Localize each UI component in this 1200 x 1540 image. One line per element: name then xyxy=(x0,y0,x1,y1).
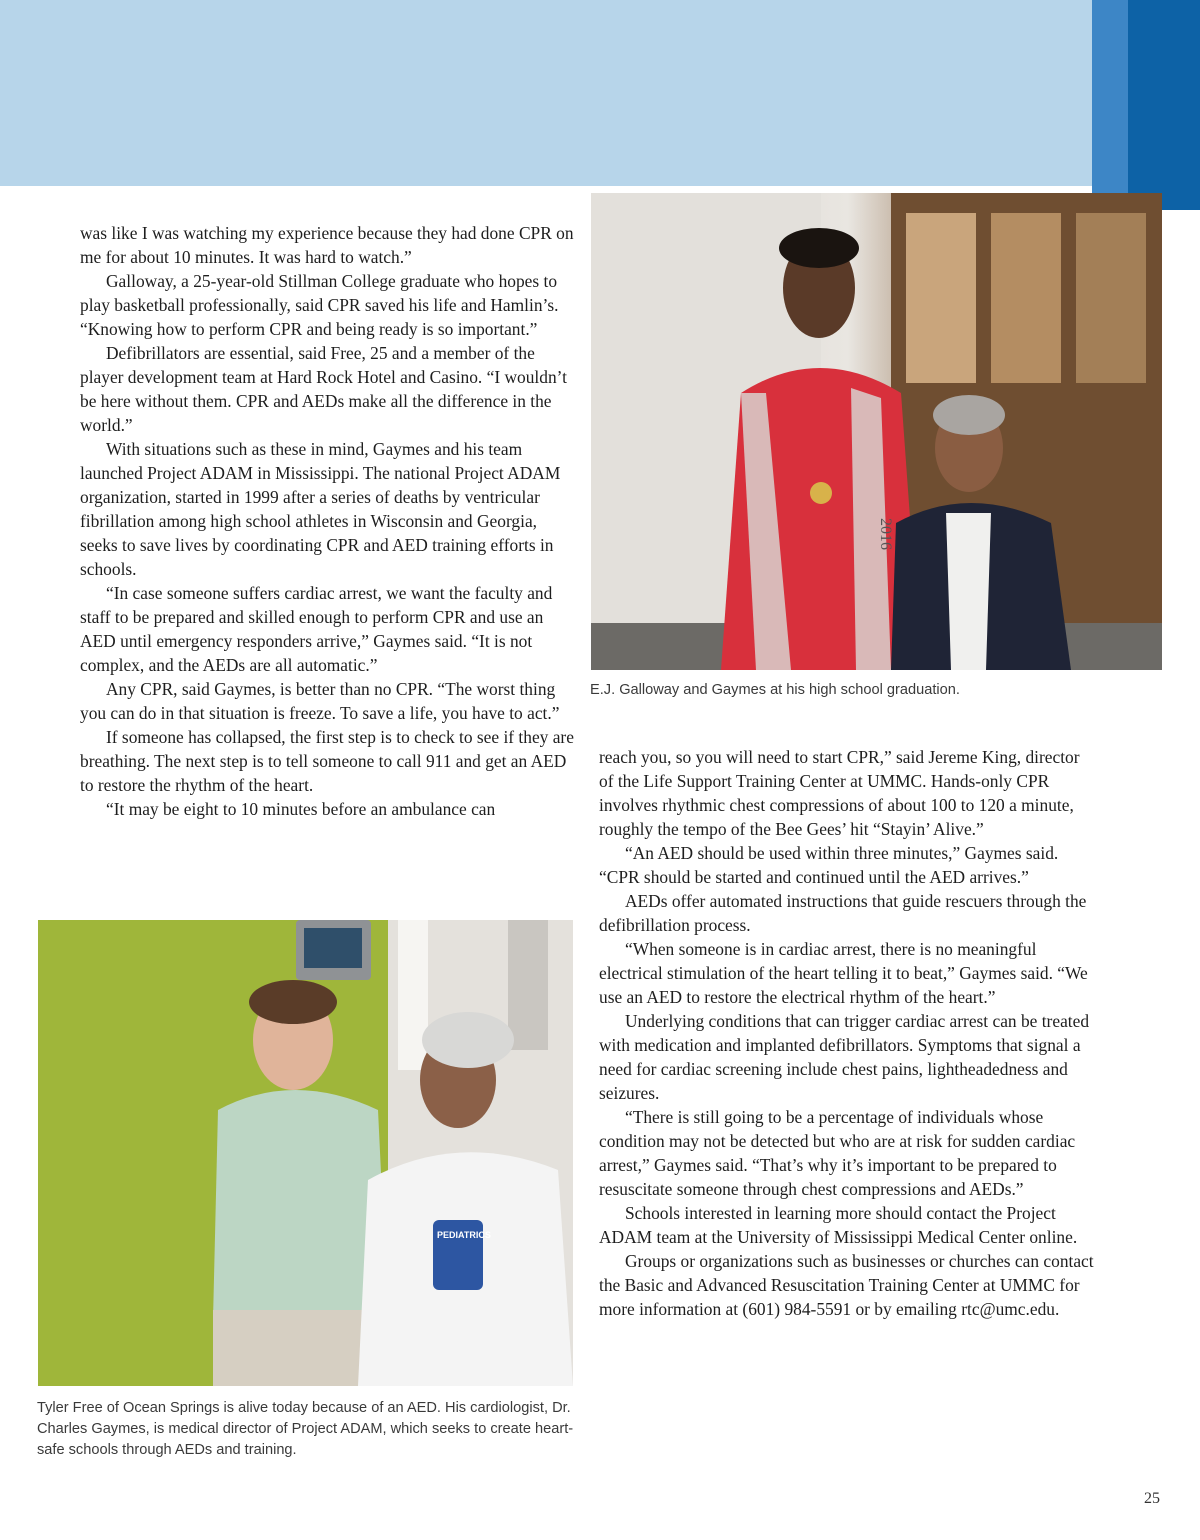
paragraph: “There is still going to be a percentage of individuals whose condition may not be detected but who are at risk for sudden cardiac arrest,” Gaymes said. “That’s why it’s important to be prepared to resuscitate someone through chest compressions and AEDs.” xyxy=(599,1107,1076,1199)
paragraph: With situations such as these in mind, Gaymes and his team launched Project ADAM in Mississippi. The national Project ADAM organization, started in 1999 after a series of deaths by ventricular fibrillation among high school athletes in Wisconsin and Georgia, seeks to save lives by coordinating CPR and AED training efforts in schools. xyxy=(80,439,561,579)
graduation-photo-caption: E.J. Galloway and Gaymes at his high school graduation. xyxy=(590,682,960,698)
section-tab-light xyxy=(1092,0,1130,198)
coat-patch-text: PEDIATRICS xyxy=(437,1230,491,1240)
section-tab-dark xyxy=(1128,0,1200,210)
paragraph: Any CPR, said Gaymes, is better than no CPR. “The worst thing you can do in that situation is freeze. To save a life, you have to act.” xyxy=(80,679,560,723)
paragraph: reach you, so you will need to start CPR,” said Jereme King, director of the Life Support Training Center at UMMC. Hands-only CPR involves rhythmic chest compressions of about 100 to 120 a minute, roughly the tempo of the Bee Gees’ hit “Stayin’ Alive.” xyxy=(599,747,1080,839)
stole-year-text: 2016 xyxy=(877,518,894,550)
header-band xyxy=(0,0,1200,186)
clinic-photo-caption: Tyler Free of Ocean Springs is alive today because of an AED. His cardiologist, Dr. Charles Gaymes, is medical director of Project ADAM, which seeks to create heart-safe schools through AEDs and training. xyxy=(37,1400,574,1458)
page-number: 25 xyxy=(1144,1490,1160,1507)
article-column-left xyxy=(80,221,576,821)
paragraph: AEDs offer automated instructions that guide rescuers through the defibrillation process. xyxy=(599,891,1087,935)
paragraph: Defibrillators are essential, said Free, 25 and a member of the player development team at Hard Rock Hotel and Casino. “I wouldn’t be here without them. CPR and AEDs make all the difference in the world.” xyxy=(80,343,567,435)
paragraph: Groups or organizations such as businesses or churches can contact the Basic and Advanced Resuscitation Training Center at UMMC for more information at (601) 984-5591 or by emailing rtc@umc.edu. xyxy=(599,1251,1094,1319)
graduation-photo xyxy=(591,193,1162,670)
paragraph: Underlying conditions that can trigger cardiac arrest can be treated with medication and implanted defibrillators. Symptoms that signal a need for cardiac screening include chest pains, lightheadedness and seizures. xyxy=(599,1011,1090,1103)
paragraph: “In case someone suffers cardiac arrest, we want the faculty and staff to be prepared and skilled enough to perform CPR and use an AED until emergency responders arrive,” Gaymes said. “It is not complex, and the AEDs are all automatic.” xyxy=(80,583,553,675)
paragraph: “An AED should be used within three minutes,” Gaymes said. “CPR should be started and continued until the AED arrives.” xyxy=(599,843,1059,887)
article-column-right xyxy=(599,745,1095,1321)
paragraph: If someone has collapsed, the first step is to check to see if they are breathing. The next step is to tell someone to call 911 and get an AED to restore the rhythm of the heart. xyxy=(80,727,574,795)
paragraph: Galloway, a 25-year-old Stillman College graduate who hopes to play basketball professionally, said CPR saved his life and Hamlin’s. “Knowing how to perform CPR and being ready is so important.” xyxy=(80,271,559,339)
clinic-photo xyxy=(38,920,573,1386)
paragraph: was like I was watching my experience because they had done CPR on me for about 10 minutes. It was hard to watch.” xyxy=(80,223,574,267)
paragraph: Schools interested in learning more should contact the Project ADAM team at the University of Mississippi Medical Center online. xyxy=(599,1203,1078,1247)
paragraph: “When someone is in cardiac arrest, there is no meaningful electrical stimulation of the heart telling it to beat,” Gaymes said. “We use an AED to restore the electrical rhythm of the heart.” xyxy=(599,939,1088,1007)
paragraph: “It may be eight to 10 minutes before an ambulance can xyxy=(106,799,496,819)
